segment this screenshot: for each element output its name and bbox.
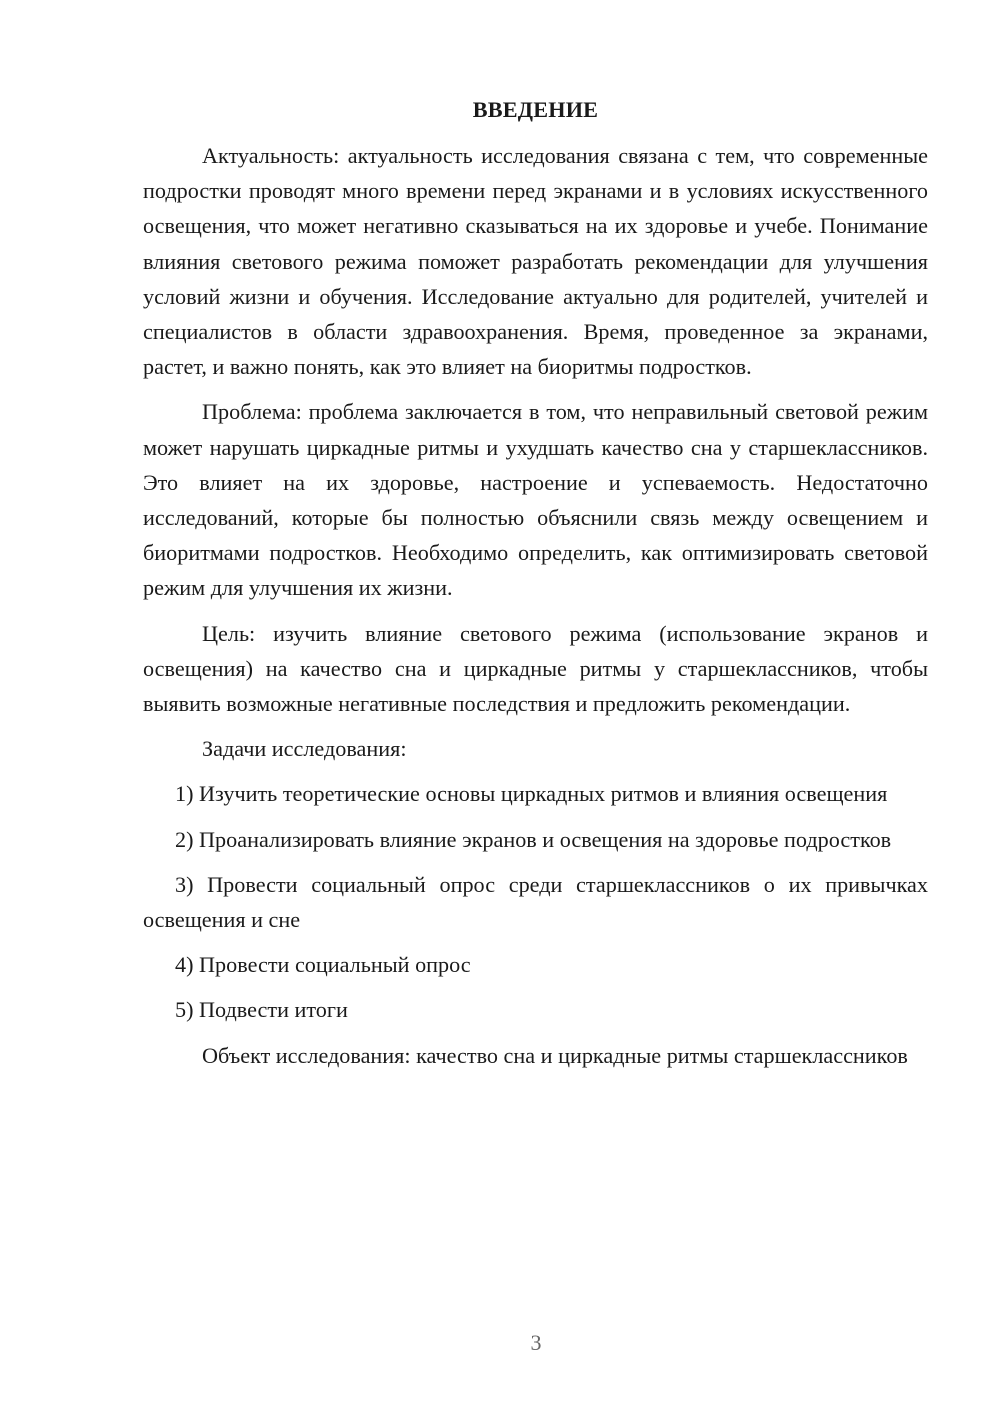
task-item-5: 5) Подвести итоги xyxy=(175,997,348,1023)
task-item-2: 2) Проанализировать влияние экранов и освещения на здоровье подростков xyxy=(175,826,892,852)
relevance-paragraph: Актуальность: актуальность исследования связана с тем, что современные подростки проводят много времени перед экранами и в условиях искусственного освещения, что может негативно сказываться на их здоровье и учебе. Понимание влияния светового режима поможет разработать рекомендации для улучшения условий жизни и обучения. Исследование актуально для родителей, учителей и специалистов в области здравоохранения. Время, проведенное за экранами, растет, и важно понять, как это влияет на биоритмы подростков. xyxy=(143,143,928,380)
tasks-title: Задачи исследования: xyxy=(202,736,407,762)
page-number: 3 xyxy=(530,1330,542,1355)
section-heading: ВВЕДЕНИЕ xyxy=(472,97,599,122)
object-paragraph: Объект исследования: качество сна и циркадные ритмы старшеклассников xyxy=(202,1042,908,1068)
document-page xyxy=(143,92,928,1083)
goal-paragraph: Цель: изучить влияние светового режима (использование экранов и освещения) на качество сна и циркадные ритмы у старшеклассников, чтобы выявить возможные негативные последствия и предложить рекомендации. xyxy=(143,620,928,717)
task-item-4: 4) Провести социальный опрос xyxy=(175,952,471,978)
task-item-3: 3) Провести социальный опрос среди старшеклассников о их привычках освещения и сне xyxy=(143,871,928,933)
task-item-1: 1) Изучить теоретические основы циркадных ритмов и влияния освещения xyxy=(175,781,888,807)
problem-paragraph: Проблема: проблема заключается в том, что неправильный световой режим может нарушать циркадные ритмы и ухудшать качество сна у старшеклассников. Это влияет на их здоровье, настроение и успеваемость. Недостаточно исследований, которые бы полностью объяснили связь между освещением и биоритмами подростков. Необходимо определить, как оптимизировать световой режим для улучшения их жизни. xyxy=(143,399,928,601)
